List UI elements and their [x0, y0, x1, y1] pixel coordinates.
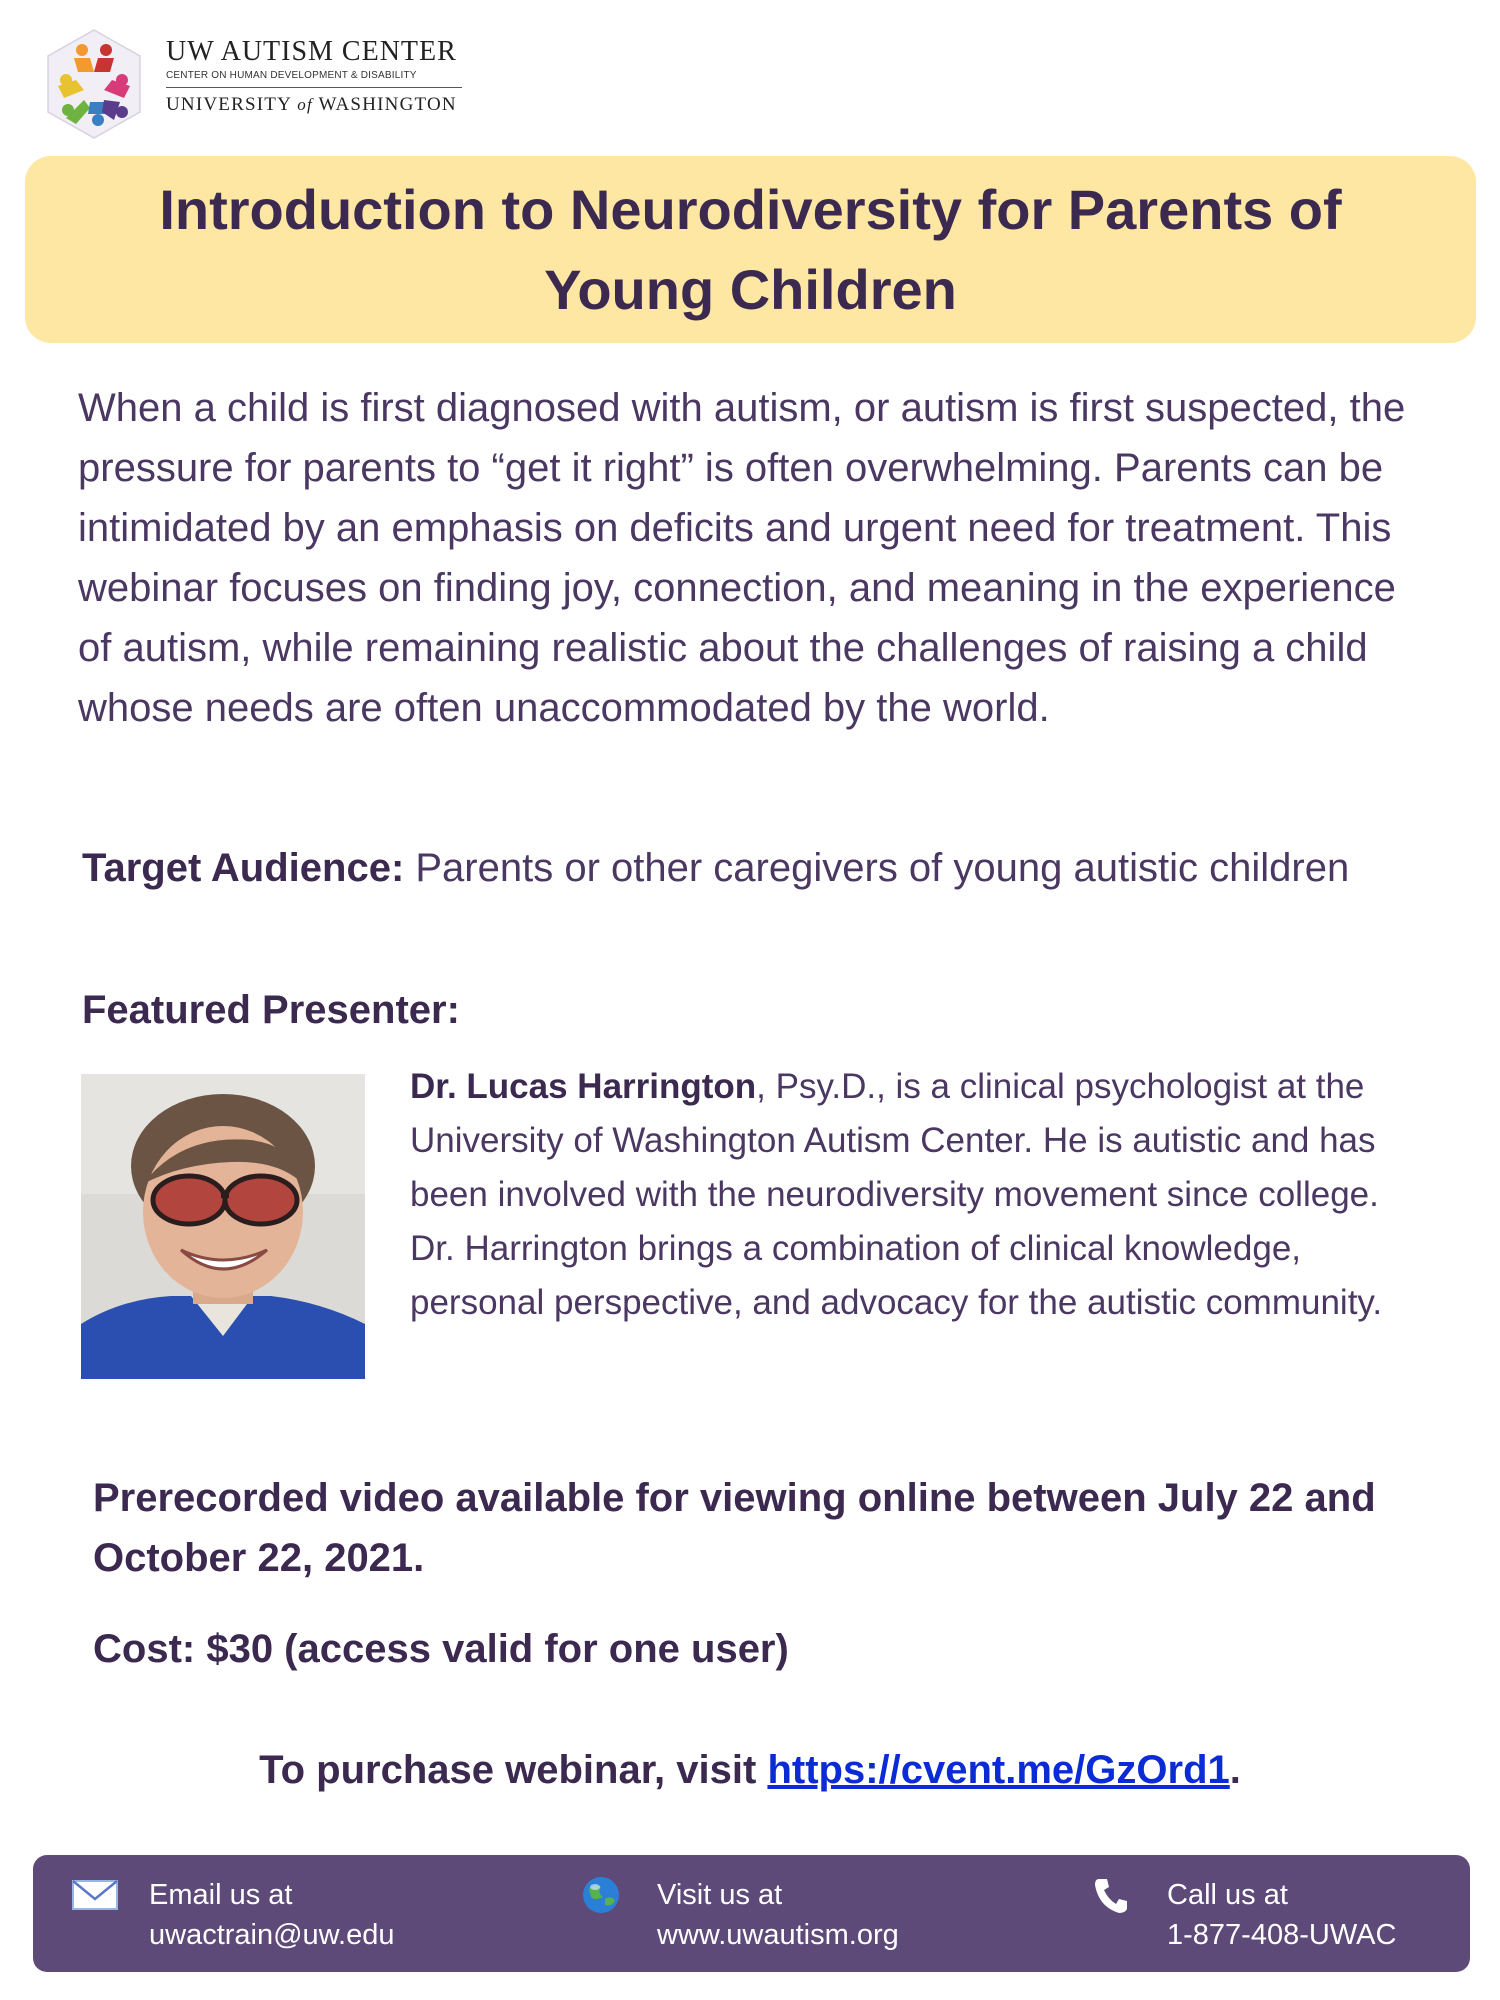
- uw-autism-center-logo: [44, 28, 464, 140]
- featured-presenter-heading: Featured Presenter:: [82, 988, 460, 1032]
- web-address[interactable]: www.uwautism.org: [657, 1919, 899, 1951]
- logo-university: UNIVERSITY of WASHINGTON: [166, 94, 457, 115]
- phone-label: Call us at: [1167, 1879, 1288, 1911]
- purchase-text: To purchase webinar, visit: [259, 1748, 768, 1792]
- title-band: [25, 156, 1476, 343]
- page-title: Introduction to Neurodiversity for Parents of Young Children: [159, 177, 1342, 321]
- logo-divider: [166, 87, 462, 88]
- globe-icon: [579, 1875, 629, 1915]
- logo-hexagon-icon: [44, 28, 144, 140]
- target-audience: [82, 838, 1382, 898]
- phone-number[interactable]: 1-877-408-UWAC: [1167, 1919, 1397, 1951]
- purchase-line: [0, 1748, 1500, 1793]
- purchase-link[interactable]: https://cvent.me/GzOrd1: [767, 1748, 1230, 1792]
- web-label: Visit us at: [657, 1879, 783, 1911]
- presenter-bio: [410, 1060, 1420, 1330]
- logo-title: UW AUTISM CENTER: [166, 36, 457, 67]
- logo-text: [166, 36, 466, 116]
- availability-note: Prerecorded video available for viewing online between July 22 and October 22, 2021.: [93, 1476, 1376, 1580]
- presenter-photo: [81, 1074, 365, 1379]
- envelope-icon: [71, 1875, 121, 1915]
- purchase-suffix: .: [1229, 1748, 1241, 1792]
- webinar-description: When a child is first diagnosed with autism, or autism is first suspected, the pressure for parents to “get it right” is often overwhelming. Parents can be intimidated by an emphasis on deficits and urgent need for treatment. This webinar focuses on finding joy, connection, and meaning in the experience of autism, while remaining realistic about the challenges of raising a child whose needs are often unaccommodated by the world.: [78, 386, 1406, 730]
- email-label: Email us at: [149, 1879, 293, 1911]
- logo-subtitle: CENTER ON HUMAN DEVELOPMENT & DISABILITY: [166, 70, 417, 81]
- contact-footer: [33, 1855, 1470, 1972]
- phone-icon: [1089, 1875, 1139, 1915]
- presenter-name: Dr. Lucas Harrington: [410, 1067, 757, 1106]
- email-address[interactable]: uwactrain@uw.edu: [149, 1919, 395, 1951]
- cost-note: Cost: $30 (access valid for one user): [93, 1627, 789, 1671]
- target-audience-label: Target Audience:: [82, 846, 405, 890]
- presenter-bio-text: , Psy.D., is a clinical psychologist at the University of Washington Autism Center. He is autistic and has been involved with the neurodiversity movement since college. Dr. Harrington brings a combination of clinical knowledge, personal perspective, and advocacy for the autistic community.: [410, 1067, 1383, 1322]
- target-audience-text: Parents or other caregivers of young autistic children: [404, 846, 1350, 890]
